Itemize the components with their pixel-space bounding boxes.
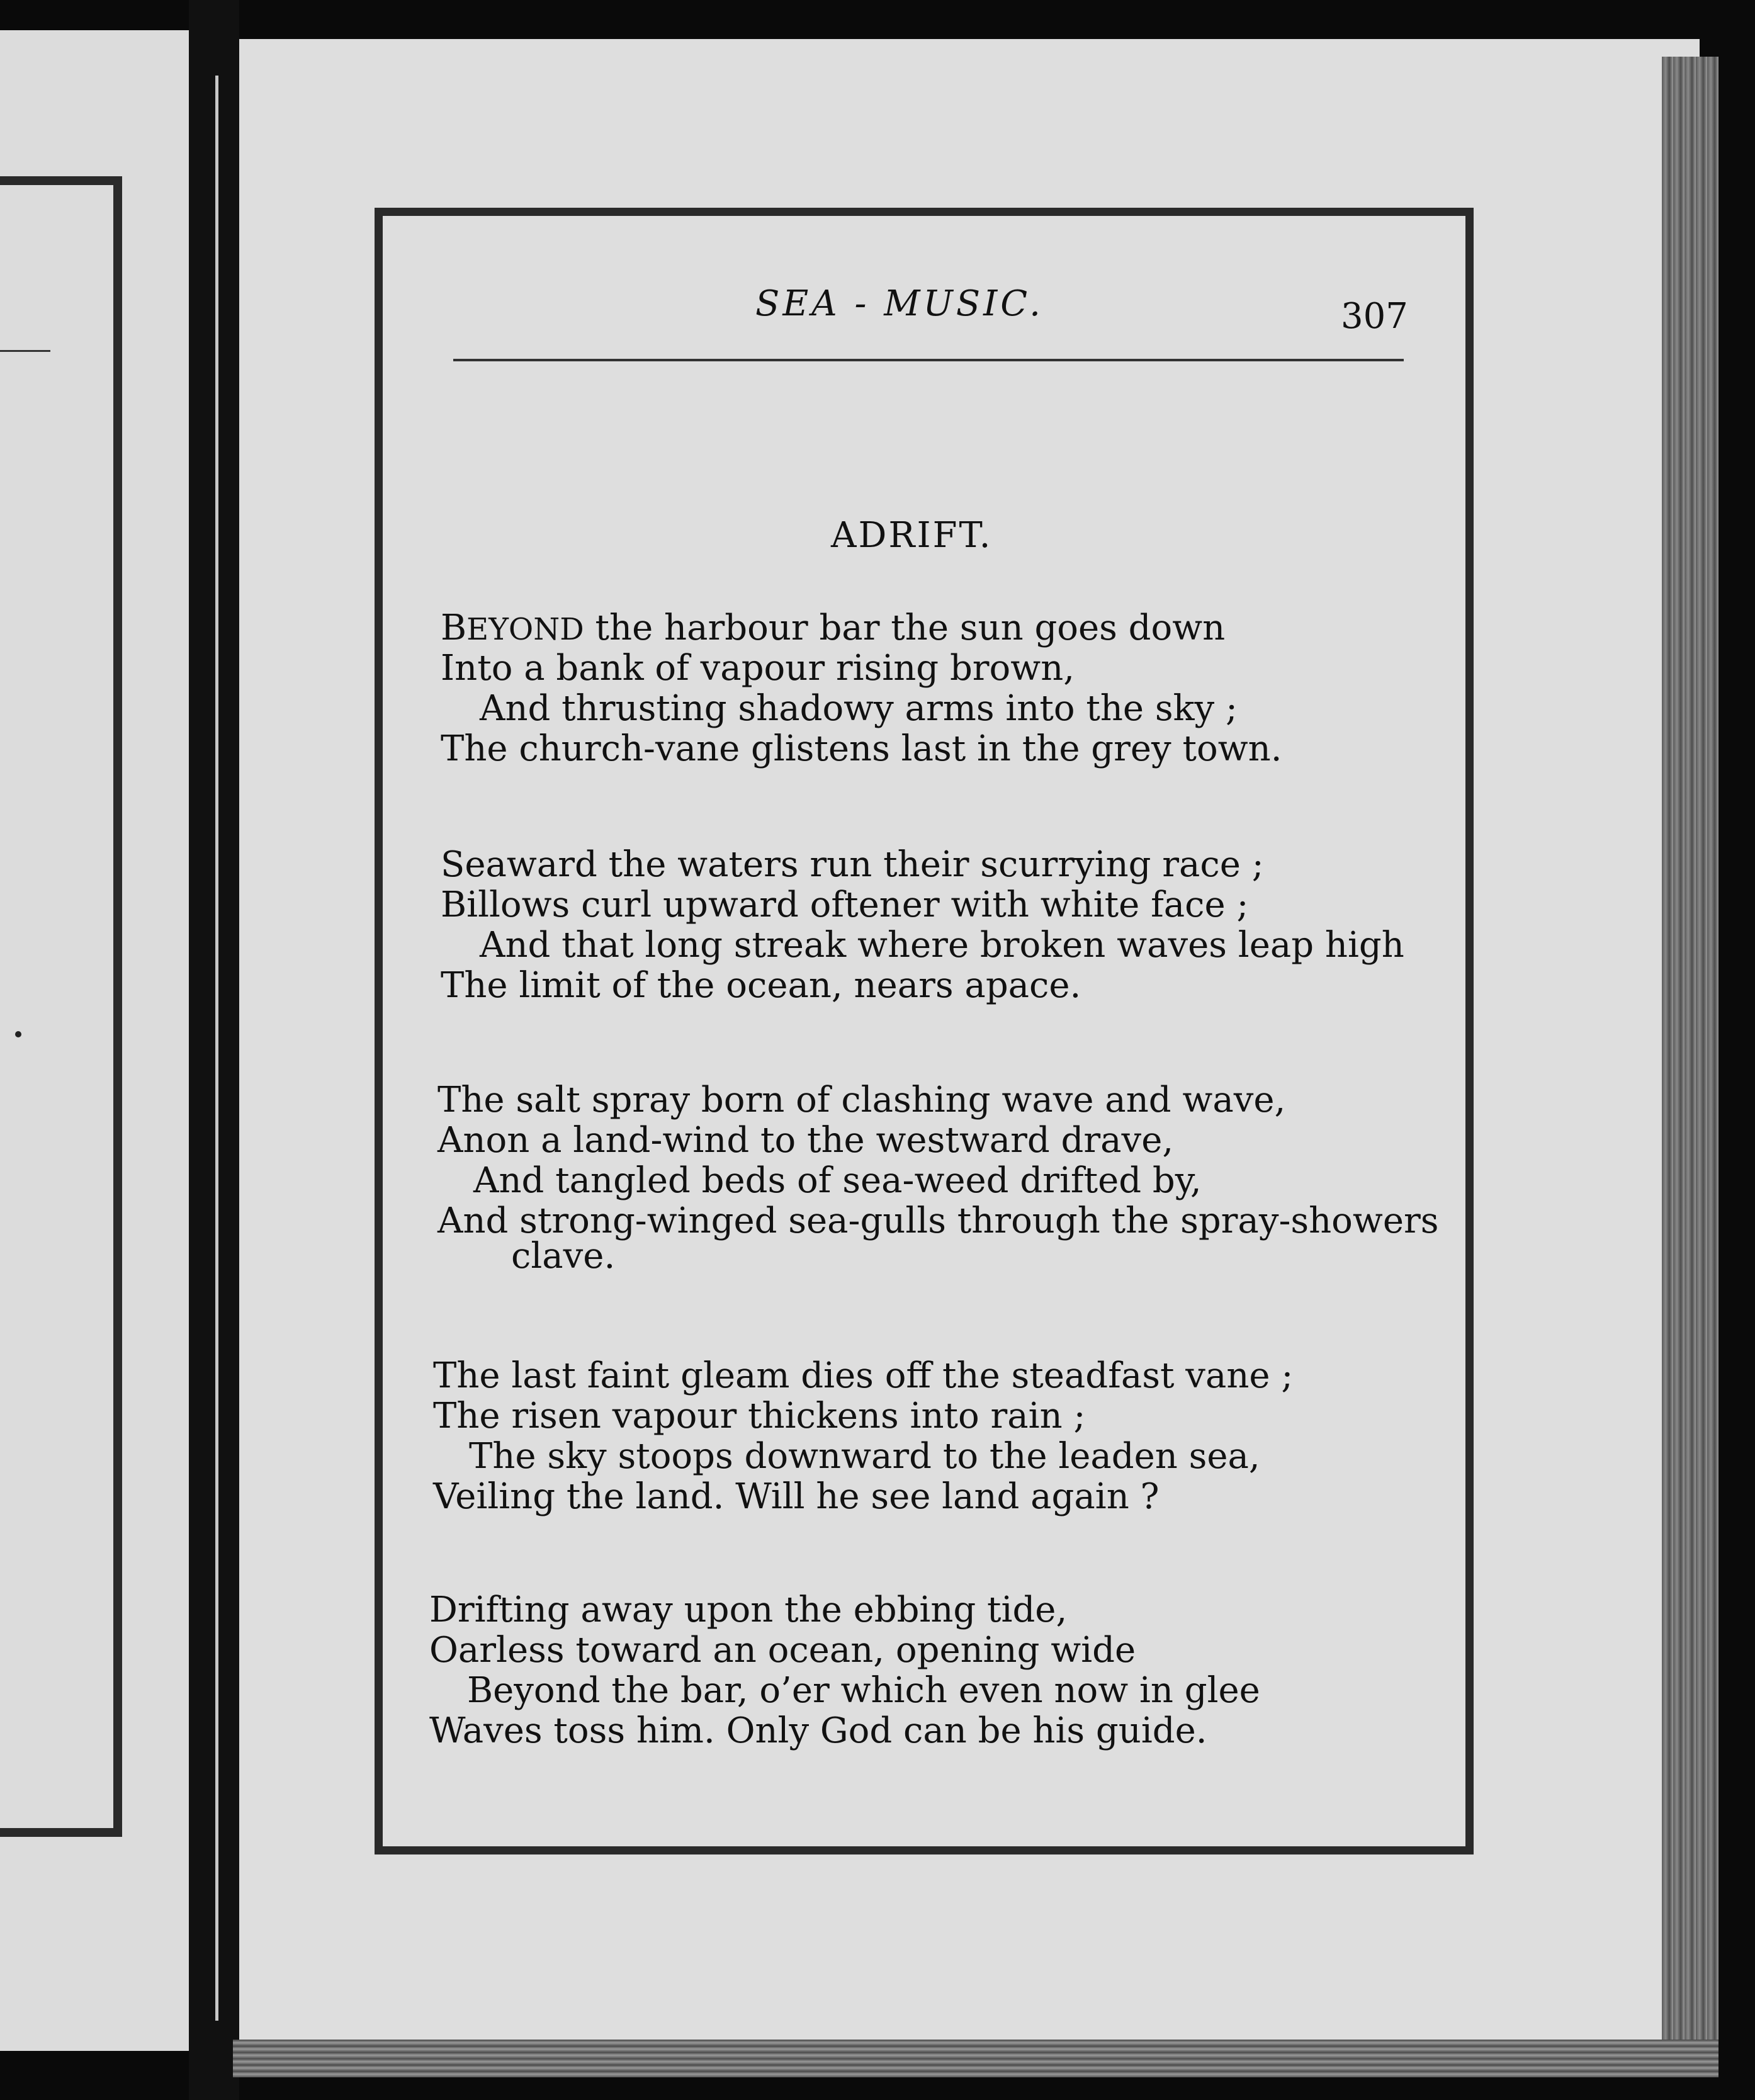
running-title: SEA - MUSIC.: [755, 283, 1044, 324]
facing-page-border: [0, 176, 122, 1837]
poem-line: Billows curl upward oftener with white face ;: [441, 884, 1249, 925]
poem-line: And that long streak where broken waves leap high: [480, 925, 1404, 966]
poem-line: Waves toss him. Only God can be his guide.: [429, 1710, 1207, 1751]
poem-line: The salt spray born of clashing wave and wave,: [437, 1080, 1286, 1121]
poem-line: clave.: [511, 1236, 616, 1277]
poem-line: The risen vapour thickens into rain ;: [433, 1396, 1086, 1437]
poem-line: The church-vane glistens last in the grey town.: [441, 728, 1282, 769]
poem-line: Veiling the land. Will he see land again ?: [433, 1476, 1160, 1517]
poem-line: Beyond the bar, o’er which even now in glee: [467, 1670, 1260, 1711]
poem-line: Into a bank of vapour rising brown,: [441, 648, 1075, 689]
line-text: the harbour bar the sun goes down: [584, 607, 1226, 648]
header-rule: [453, 359, 1404, 361]
poem-line: [441, 608, 1225, 650]
poem-line: And thrusting shadowy arms into the sky ;: [480, 688, 1238, 729]
poem-line: Anon a land-wind to the westward drave,: [437, 1120, 1174, 1161]
small-caps: EYOND: [466, 612, 584, 647]
poem-line: Oarless toward an ocean, opening wide: [429, 1630, 1136, 1671]
drop-cap: B: [441, 607, 467, 648]
page-bottom-edges: [233, 2040, 1718, 2077]
poem-line: The sky stoops downward to the leaden sea,: [469, 1436, 1260, 1477]
poem-line: And strong-winged sea-gulls through the spray-showers: [437, 1200, 1439, 1241]
facing-page-mark: [15, 1031, 21, 1037]
facing-page-rule: [0, 350, 50, 352]
page-edges: [1662, 57, 1718, 2040]
book-gutter: [189, 0, 239, 2100]
poem-line: The last faint gleam dies off the steadfast vane ;: [433, 1355, 1294, 1396]
poem-line: Seaward the waters run their scurrying race ;: [441, 844, 1264, 885]
poem-line: And tangled beds of sea-weed drifted by,: [473, 1160, 1202, 1201]
page-number: 307: [1341, 296, 1408, 337]
gutter-edge: [215, 76, 218, 2021]
poem-line: The limit of the ocean, nears apace.: [441, 965, 1081, 1006]
poem-title: ADRIFT.: [831, 515, 993, 556]
poem-line: Drifting away upon the ebbing tide,: [429, 1589, 1068, 1630]
